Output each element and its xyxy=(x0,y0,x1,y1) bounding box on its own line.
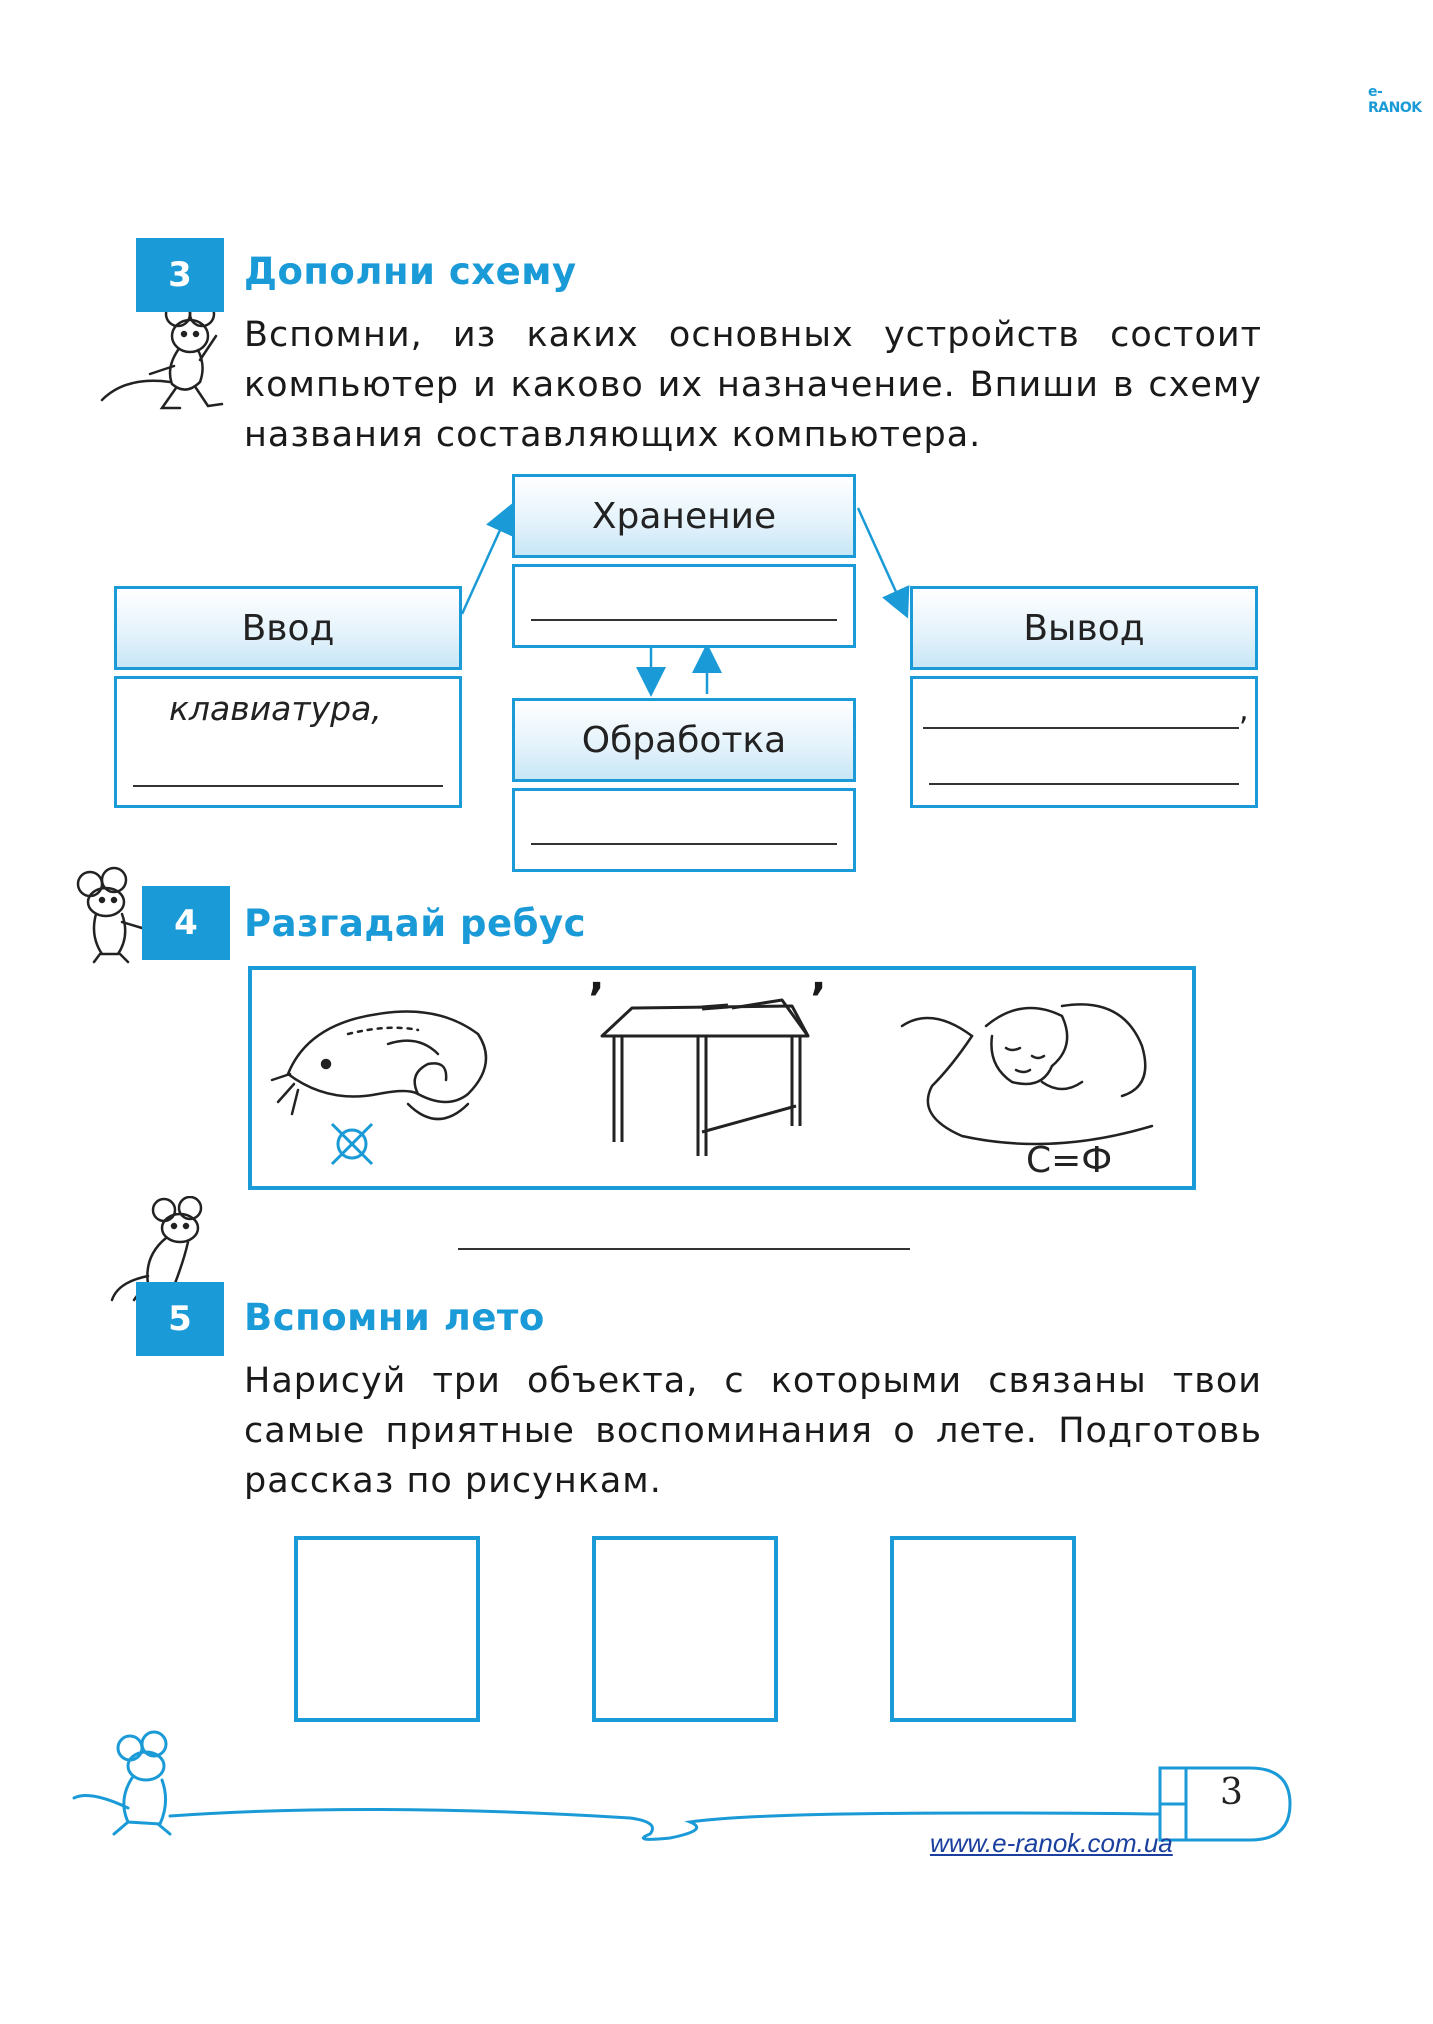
processing-header xyxy=(512,698,856,782)
task-5-instructions: Нарисуй три объекта, с которыми связаны твои самые приятные воспоминания о лете. Подготовь рассказ по рисункам. xyxy=(244,1361,1262,1501)
page-number: 3 xyxy=(1220,1772,1243,1813)
task-4-title: Разгадай ребус xyxy=(244,902,587,945)
task-5-title: Вспомни лето xyxy=(244,1296,545,1339)
output-comma: , xyxy=(1239,693,1249,728)
storage-write-line xyxy=(531,619,837,621)
desk-picture xyxy=(592,996,812,1166)
rebus-answer-line[interactable] xyxy=(458,1248,910,1250)
mouse-illustration-1 xyxy=(96,296,236,416)
drawing-box-1[interactable] xyxy=(294,1536,480,1722)
sleeping-child-picture xyxy=(892,986,1162,1156)
processing-label: Обработка xyxy=(581,719,787,761)
input-header xyxy=(114,586,462,670)
input-label: Ввод xyxy=(241,607,335,649)
drawing-box-3[interactable] xyxy=(890,1536,1076,1722)
output-header xyxy=(910,586,1258,670)
drawing-box-2[interactable] xyxy=(592,1536,778,1722)
output-write-line-2 xyxy=(929,783,1239,785)
processing-write-line xyxy=(531,843,837,845)
website-link[interactable]: www.e-ranok.com.ua xyxy=(930,1828,1173,1858)
storage-answer-box[interactable] xyxy=(512,564,856,648)
input-write-line xyxy=(133,785,443,787)
task-3-number: 3 xyxy=(136,238,224,312)
catfish-picture xyxy=(268,984,498,1184)
rebus-comma-right: ’ xyxy=(810,974,827,1025)
storage-label: Хранение xyxy=(591,495,777,537)
output-label: Вывод xyxy=(1023,607,1145,649)
processing-answer-box[interactable] xyxy=(512,788,856,872)
publisher-logo: e-RANOK xyxy=(1368,84,1422,116)
rebus-frame xyxy=(248,966,1196,1190)
task-3-instructions: Вспомни, из каких основных устройств состоит компьютер и каково их назначение. Впиши в схему названия составляющих компьютера. xyxy=(244,315,1262,455)
task-5-number: 5 xyxy=(136,1282,224,1356)
input-answer-box[interactable] xyxy=(114,676,462,808)
task-3-title: Дополни схему xyxy=(244,250,577,293)
output-write-line-1 xyxy=(923,727,1239,729)
task-4-number: 4 xyxy=(142,886,230,960)
output-answer-box[interactable] xyxy=(910,676,1258,808)
storage-header xyxy=(512,474,856,558)
rebus-comma-left: ’ xyxy=(588,974,605,1025)
input-example-value: клавиатура, xyxy=(169,689,382,728)
rebus-substitution: С=Ф xyxy=(1026,1140,1113,1181)
